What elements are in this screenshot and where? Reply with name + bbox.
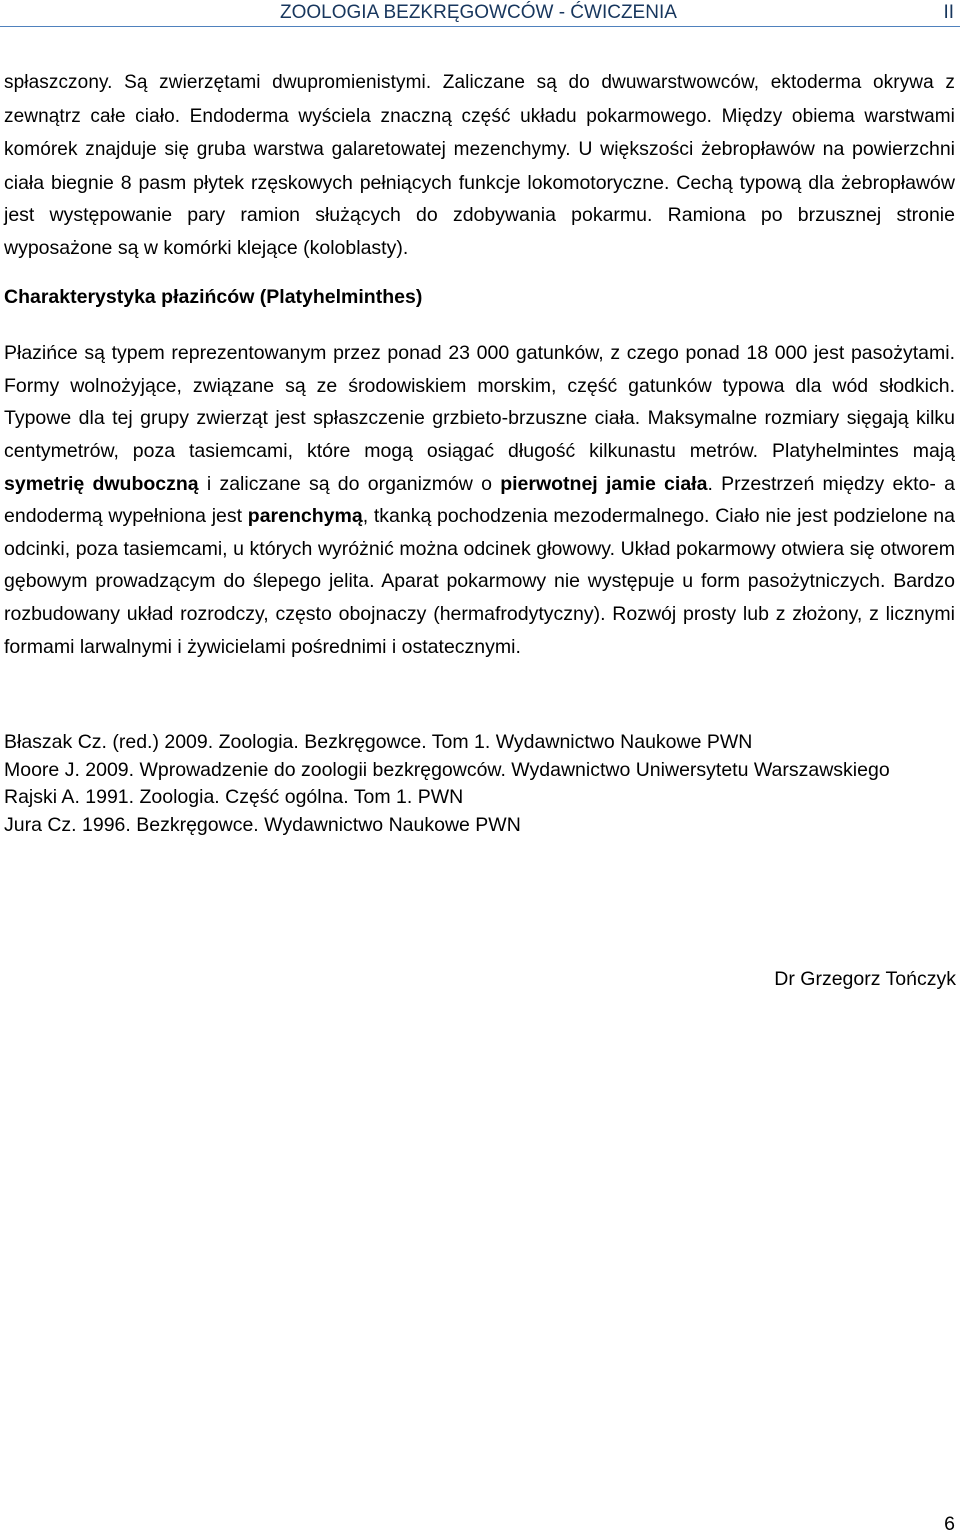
page-number: 6 [944,1513,955,1535]
page-header [0,0,960,27]
document-body [4,66,955,839]
platyhelminthes-paragraph [4,337,955,663]
reference-item: Moore J. 2009. Wprowadzenie do zoologii bezkręgowców. Wydawnictwo Uniwersytetu Warszawskiego [4,758,890,781]
intro-sentence-1: spłaszczony. Są zwierzętami dwupromienistymi. Zaliczane są do dwuwarstwowców, ektoderma okrywa z zewnątrz całe ciało. Endoderma wyściela znaczną część układu pokarmowego. Między obiema warstwami komórek znajduje się gruba warstwa galaretowatej mezenchymy. [4,72,955,161]
author-signature: Dr Grzegorz Tończyk [774,968,956,990]
intro-paragraph [4,66,955,265]
platy-bold-3: parenchymą [247,505,363,528]
section-heading: Charakterystyka płazińców (Platyhelminthes) [4,285,423,308]
references-list [4,729,955,839]
platy-text-4: , tkanką pochodzenia mezodermalnego. Ciało nie jest podzielone na odcinki, poza tasiemcami, u których wyróżnić można odcinek głowowy. Układ pokarmowy otwiera się otworem gębowym prowadzącym do ślepego jelita. Aparat pokarmowy nie występuje u form pasożytniczych. Bardzo rozbudowany układ rozrodczy, często obojnaczy (hermafrodytyczny). Rozwój prosty lub z złożony, z licznymi formami larwalnymi i żywicielami pośrednimi i ostatecznymi. [4,505,955,658]
reference-item: Jura Cz. 1996. Bezkręgowce. Wydawnictwo Naukowe PWN [4,813,521,836]
platy-text-3: . Przestrzeń między ekto- a endodermą wypełniona jest [4,472,955,528]
reference-item: Błaszak Cz. (red.) 2009. Zoologia. Bezkręgowce. Tom 1. Wydawnictwo Naukowe PWN [4,731,753,754]
platy-text-1: Płazińce są typem reprezentowanym przez ponad 23 000 gatunków, z czego ponad 18 000 jest pasożytami. Formy wolnożyjące, związane są ze środowiskiem morskim, część gatunków typowa dla wód słodkich. Typowe dla tej grupy zwierząt jest spłaszczenie grzbieto-brzuszne ciała. Maksymalne rozmiary sięgają kilku centymetrów, poza tasiemcami, które mogą osiągać długość kilkunastu metrów. Platyhelmintes mają [4,342,955,462]
header-part-number: II [943,2,954,23]
platy-text-2: i zaliczane są do organizmów o [198,472,501,495]
reference-item: Rajski A. 1991. Zoologia. Część ogólna. Tom 1. PWN [4,786,464,809]
header-title: ZOOLOGIA BEZKRĘGOWCÓW - ĆWICZENIA [280,2,677,23]
intro-sentence-2: U większości żebropławów na powierzchni ciała biegnie 8 pasm płytek rzęskowych pełniących funkcje lokomotoryczne. Cechą typową dla żebropławów jest występowanie pary ramion służących do zdobywania pokarmu. Ramiona po brzusznej stronie wyposażone są w komórki klejące (koloblasty). [4,138,956,259]
platy-bold-1: symetrię dwuboczną [4,472,199,495]
platy-bold-2: pierwotnej jamie ciała [500,472,708,495]
header-rule [0,26,960,27]
